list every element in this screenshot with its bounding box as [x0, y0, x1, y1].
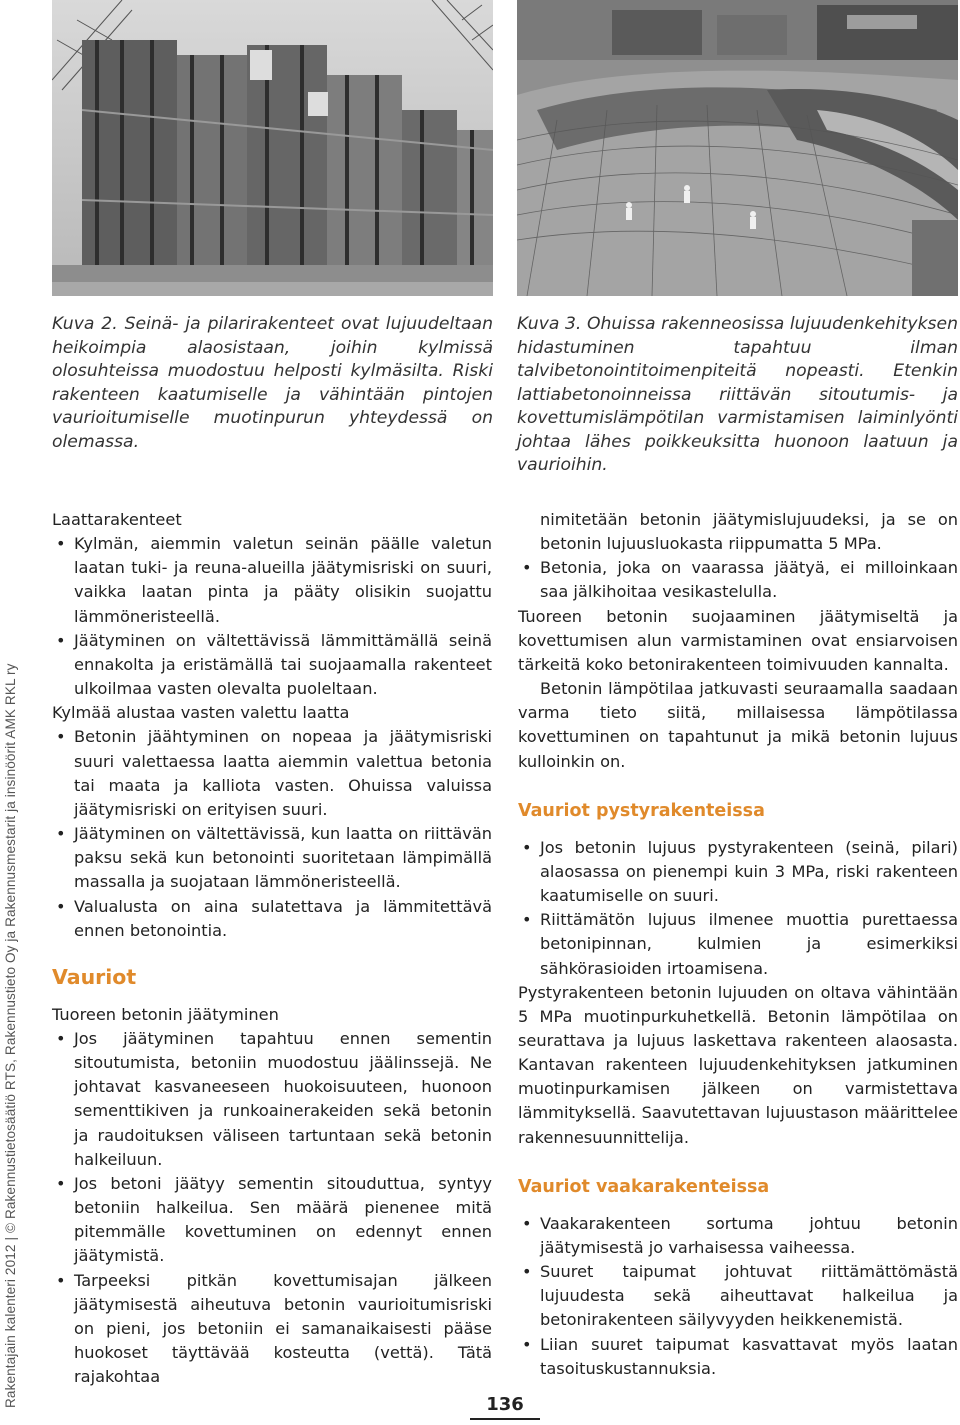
list-item: • Suuret taipumat johtuvat riittämättömästä lujuudesta sekä aiheuttavat halkeilua ja betonirakenteen säilyvyyden heikkenemistä. [522, 1262, 958, 1330]
paragraph: Pystyrakenteen betonin lujuuden on oltava vähintään 5 MPa muotinpurkuhetkellä. Betonin lämpötilaa on seurattava ja lujuus laskettava rakenteen alaosasta. Kantavan rakenteen lujuudenkehityksen jatkuminen muotinpurkamisen jälkeen on varmistettava lämmityksellä. Saavutettavan lujuustason määrittelee rakennesuunnittelija. [518, 982, 958, 1147]
paragraph: Tuoreen betonin suojaaminen jäätymiseltä ja kovettumisen alun varmistaminen ovat ensiarvoisen tärkeitä koko betonirakenteen toimivuuden kannalta. [518, 606, 958, 674]
section-title-vauriot: Vauriot [52, 964, 137, 989]
caption-text: Ohuissa rakenneosissa lujuudenkehityksen hidastuminen tapahtuu ilman talvibetonointitoimenpiteitä nopeasti. Etenkin lattiabetonoinneissa riittävän sitoutumis- ja kovettumislämpötilan varmistamisen laiminlyönti johtaa lähes poikkeuksitta huonoon laatuun ja vaurioihin. [517, 314, 958, 475]
bullet-list-vaaka [518, 1212, 958, 1381]
right-column [518, 508, 958, 1381]
caption-text: Seinä- ja pilarirakenteet ovat lujuudeltaan heikoimpia alaosistaan, joihin kylmissä olosuhteissa muodostuu helposti kylmäsilta. Riski rakenteen kaatumiselle ja vähintään pintojen vaurioitumiselle muotinpurun yhteydessä on olemassa. [52, 314, 493, 452]
paragraph: Betonin lämpötilaa jatkuvasti seuraamalla saadaan varma tieto siitä, millaisessa lämpötilassa kovettuminen on tapahtunut ja mikä betonin lujuus kulloinkin on. [518, 679, 958, 771]
photo-curved-slab-casting [517, 0, 958, 296]
list-item: • Vaakarakenteen sortuma johtuu betonin jäätymisestä jo varhaisessa vaiheessa. [522, 1213, 958, 1257]
caption-label: Kuva 3. [517, 314, 582, 334]
bullet-icon: • [522, 837, 532, 857]
list-item: • Jos jäätyminen tapahtuu ennen sementin sitoutumista, betoniin muodostuu jäälinssejä. Ne johtavat kasvaneeseen huokoisuuteen, huonoon sementtikiven ja runkoainerakeiden sekä betonin ja raudoituksen väliseen tartuntaan sekä betonin halkeiluun. [56, 1028, 492, 1169]
list-item: • Valualusta on aina sulatettava ja lämmitettävä ennen betonointia. [56, 896, 492, 940]
subheading-tuoreen-betonin: Tuoreen betonin jäätyminen [52, 1004, 279, 1024]
section-title-pystyrakenteet: Vauriot pystyrakenteissa [518, 800, 765, 821]
figure-caption-2 [52, 313, 493, 454]
bullet-list-tuoreen [52, 1027, 492, 1389]
list-item: • Jäätyminen on vältettävissä lämmittämällä seinä ennakolta ja eristämällä tai suojaamalla rakenteet ulkoilmaa vasten olevalta puoleltaan. [56, 630, 492, 699]
bullet-icon: • [56, 824, 66, 844]
list-item: • Liian suuret taipumat kasvattavat myös laatan tasoituskustannuksia. [522, 1334, 958, 1378]
continuation-text: nimitetään betonin jäätymislujuudeksi, ja se on betonin lujuusluokasta riippumatta 5 MPa. [540, 510, 958, 554]
list-item: • Kylmän, aiemmin valetun seinän päälle valetun laatan tuki- ja reuna-alueilla jäätymisriski on suuri, vaikka laatan pinta ja pääty olisikin suojattu lämmöneristeellä. [56, 534, 492, 626]
page-number: 136 [486, 1394, 524, 1415]
bullet-icon: • [522, 1213, 532, 1233]
figure-caption-3 [517, 313, 958, 478]
bullet-icon: • [56, 630, 66, 650]
bullet-icon: • [56, 1270, 66, 1290]
bullet-list-vesikastelu [518, 556, 958, 604]
list-item: • Betonin jäähtyminen on nopeaa ja jäätymisriski suuri valettaessa laatta aiemmin valettua betonia tai maata ja kalliota vasten. Ohuissa valuissa jäätymisriski on erityisen suuri. [56, 727, 492, 819]
bullet-icon: • [522, 910, 532, 930]
list-item: • Jos betonin lujuus pystyrakenteen (seinä, pilari) alaosassa on pienempi kuin 3 MPa, riski rakenteen kaatumiselle on suuri. [522, 837, 958, 906]
subheading-laattarakenteet: Laattarakenteet [52, 510, 182, 529]
bullet-icon: • [56, 1173, 66, 1193]
list-item: • Betonia, joka on vaarassa jäätyä, ei milloinkaan saa jälkihoitaa vesikastelulla. [522, 558, 958, 602]
copyright-side-text: Rakentajain kalenteri 2012 | © Rakennustietosäätiö RTS, Rakennustieto Oy ja Rakennusmestarit ja insinöörit AMK RKL ry [3, 663, 18, 1408]
list-item: • Tarpeeksi pitkän kovettumisajan jälkeen jäätymisestä aiheutuva betonin vaurioitumisriski on pieni, jos betoniin ei samanaikaisesti pääse huokoset täyttävää kosteutta (vettä). Tätä rajakohtaa [56, 1270, 492, 1387]
list-item: • Riittämätön lujuus ilmenee muottia purettaessa betonipinnan, kulmien ja esimerkiksi sähkörasioiden irtoamisena. [522, 910, 958, 978]
photo-wall-formwork [52, 0, 493, 296]
bullet-list-kylma [52, 725, 492, 942]
list-item: • Jos betoni jäätyy sementin sitouduttua, syntyy betoniin halkeilua. Sen määrä pienenee mitä pitemmälle kovettuminen on edennyt ennen jäätymistä. [56, 1173, 492, 1266]
bullet-icon: • [56, 896, 66, 916]
bullet-icon: • [56, 727, 66, 747]
bullet-list-pysty [518, 836, 958, 981]
bullet-icon: • [522, 1334, 532, 1354]
page-number-rule [470, 1418, 540, 1420]
section-title-vaakarakenteet: Vauriot vaakarakenteissa [518, 1176, 770, 1197]
bullet-icon: • [56, 1028, 66, 1048]
left-column [52, 508, 492, 1389]
bullet-icon: • [522, 558, 532, 578]
subheading-kylma-alusta: Kylmää alustaa vasten valettu laatta [52, 703, 350, 723]
bullet-icon: • [522, 1262, 532, 1282]
list-item: • Jäätyminen on vältettävissä, kun laatta on riittävän paksu sekä kun betonointi suoritetaan lämpimällä massalla ja suojataan lämmöneristeellä. [56, 824, 492, 892]
bullet-list-laatta [52, 532, 492, 701]
caption-label: Kuva 2. [52, 314, 118, 334]
bullet-icon: • [56, 534, 66, 554]
